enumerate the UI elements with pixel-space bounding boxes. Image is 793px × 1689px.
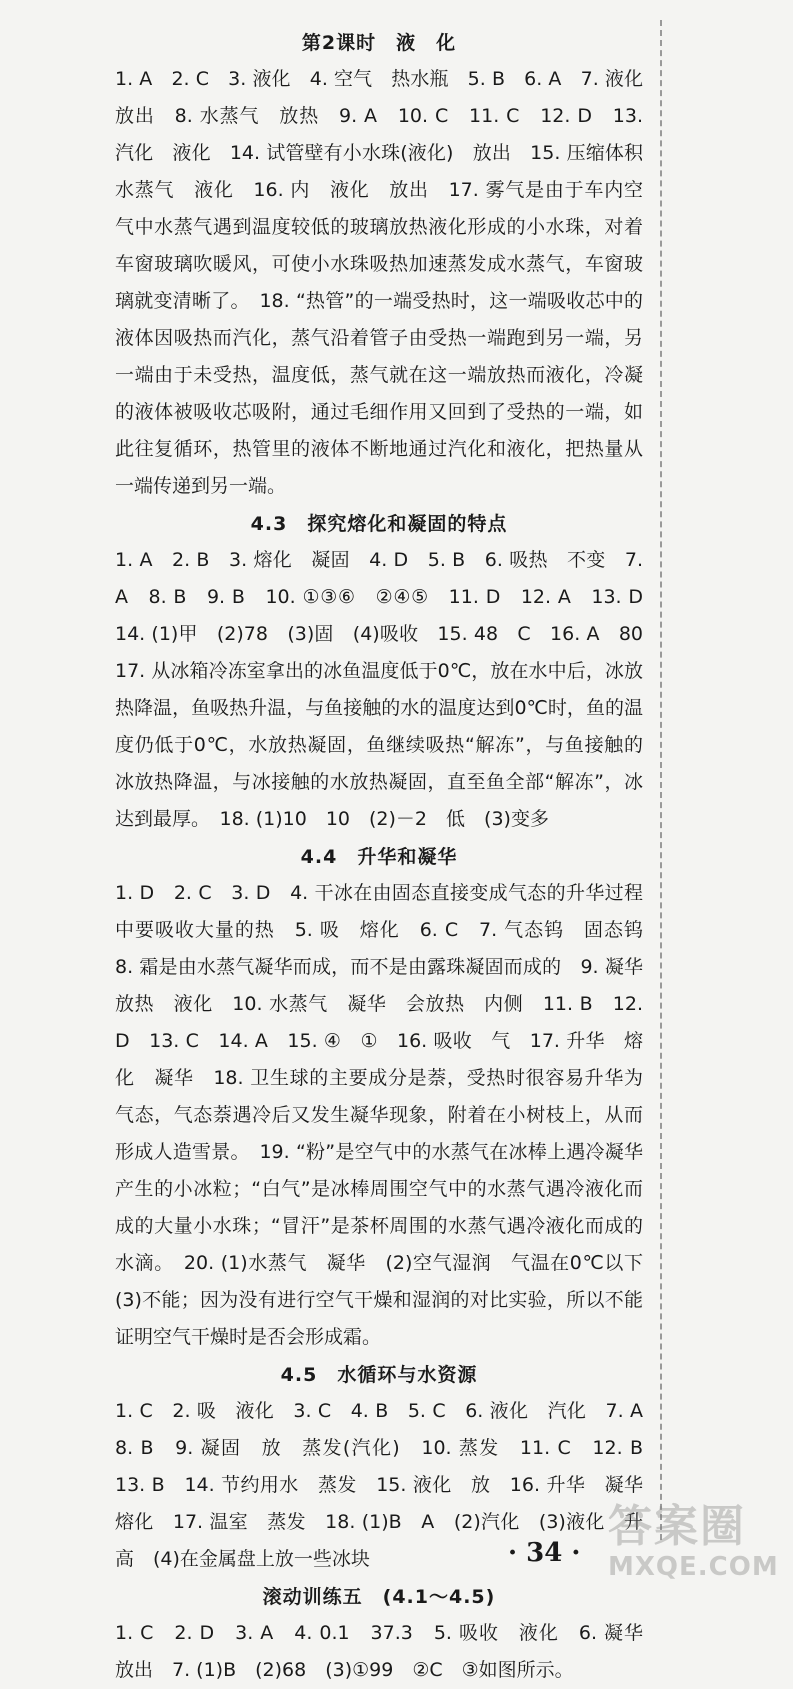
watermark-url: MXQE.COM (608, 1552, 779, 1582)
section-answers: 1. A 2. B 3. 熔化 凝固 4. D 5. B 6. 吸热 不变 7. A 8. B 9. B 10. ①③⑥ ②④⑤ 11. D 12. A 13. D 14. (1)甲 (2)78 (3)固 (4)吸收 15. 48 C 16. A 80 17. 从冰箱冷冻室拿出的冰鱼温度低于0℃，放在水中后，冰放热降温，鱼吸热升温，与鱼接触的水的温度达到0℃时，鱼的温度仍低于0℃，水放热凝固，鱼继续吸热“解冻”，与鱼接触的冰放热降温，与冰接触的水放热凝固，直至鱼全部“解冻”，冰达到最厚。 18. (1)10 10 (2)－2 低 (3)变多 (115, 549, 663, 830)
answer-content (115, 24, 663, 1689)
section-answers: 1. C 2. 吸 液化 3. C 4. B 5. C 6. 液化 汽化 7. A 8. B 9. 凝固 放 蒸发(汽化) 10. 蒸发 11. C 12. B 13. B 14. 节约用水 蒸发 15. 液化 放 16. 升华 凝华 熔化 17. 温室 蒸发 18. (1)B A (2)汽化 (3)液化 升高 (4)在金属盘上放一些冰块 (115, 1400, 663, 1570)
page-number: · 34 · (508, 1538, 581, 1568)
watermark-logo (608, 1502, 788, 1598)
section-answers: 1. A 2. C 3. 液化 4. 空气 热水瓶 5. B 6. A 7. 液化 放出 8. 水蒸气 放热 9. A 10. C 11. C 12. D 13. 汽化 液化 14. 试管壁有小水珠(液化) 放出 15. 压缩体积 水蒸气 液化 16. 内 液化 放出 17. 雾气是由于车内空气中水蒸气遇到温度较低的玻璃放热液化形成的小水珠，对着车窗玻璃吹暖风，可使小水珠吸热加速蒸发成水蒸气，车窗玻璃就变清晰了。 18. “热管”的一端受热时，这一端吸收芯中的液体因吸热而汽化，蒸气沿着管子由受热一端跑到另一端，另一端由于未受热，温度低，蒸气就在这一端放热而液化，冷凝的液体被吸收芯吸附，通过毛细作用又回到了受热的一端，如此往复循环，热管里的液体不断地通过汽化和液化，把热量从一端传递到另一端。 (115, 68, 663, 497)
section-title: 4.3 探究熔化和凝固的特点 (250, 513, 508, 535)
section-title: 4.5 水循环与水资源 (280, 1364, 478, 1386)
section-answers: 1. D 2. C 3. D 4. 干冰在由固态直接变成气态的升华过程中要吸收大量的热 5. 吸 熔化 6. C 7. 气态钨 固态钨 8. 霜是由水蒸气凝华而成，而不是由露珠凝固而成的 9. 凝华 放热 液化 10. 水蒸气 凝华 会放热 内侧 11. B 12. D 13. C 14. A 15. ④ ① 16. 吸收 气 17. 升华 熔化 凝华 18. 卫生球的主要成分是萘，受热时很容易升华为气态，气态萘遇冷后又发生凝华现象，附着在小树枝上，从而形成人造雪景。 19. “粉”是空气中的水蒸气在冰棒上遇冷凝华产生的小冰粒；“白气”是冰棒周围空气中的水蒸气遇冷液化而成的大量小水珠；“冒汗”是茶杯周围的水蒸气遇冷液化而成的水滴。 20. (1)水蒸气 凝华 (2)空气湿润 气温在0℃以下 (3)不能；因为没有进行空气干燥和湿润的对比实验，所以不能证明空气干燥时是否会形成霜。 (115, 882, 663, 1348)
watermark-text: 答案圈 (608, 1501, 746, 1552)
section-title: 滚动训练五 (4.1～4.5) (262, 1586, 496, 1608)
section-title: 第2课时 液 化 (301, 32, 457, 54)
cut-line-divider (660, 20, 662, 1540)
section-title: 4.4 升华和凝华 (300, 846, 458, 868)
section-answers: 1. C 2. D 3. A 4. 0.1 37.3 5. 吸收 液化 6. 凝华 放出 7. (1)B (2)68 (3)①99 ②C ③如图所示。 (115, 1622, 663, 1681)
